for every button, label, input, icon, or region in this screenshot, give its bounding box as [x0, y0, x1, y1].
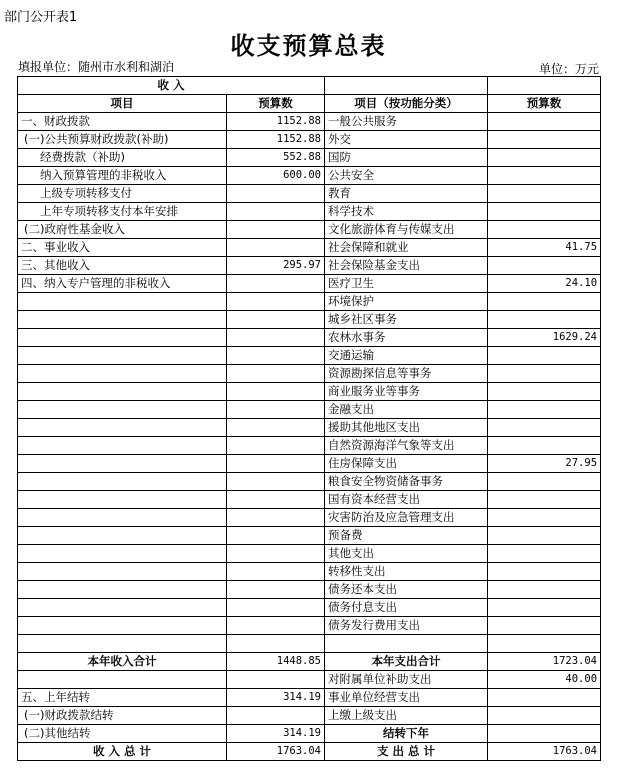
income-budget: [227, 347, 325, 365]
expense-budget: [488, 437, 601, 455]
table-row: [18, 311, 601, 329]
expense-budget: 40.00: [488, 671, 601, 689]
income-budget: [227, 635, 325, 653]
expense-item: 金融支出: [325, 401, 488, 419]
income-budget: [227, 527, 325, 545]
page-title: 收支预算总表: [230, 32, 387, 60]
header-row-columns: [18, 95, 601, 113]
document-label: 部门公开表1: [4, 10, 78, 25]
expense-item: 预备费: [325, 527, 488, 545]
expense-item: 城乡社区事务: [325, 311, 488, 329]
income-budget: [227, 203, 325, 221]
column-header-budget: 预算数: [227, 95, 325, 113]
table-row: [18, 545, 601, 563]
table-row: [18, 257, 601, 275]
totals-row: [18, 653, 601, 671]
income-item: (二)政府性基金收入: [18, 221, 227, 239]
expense-budget: [488, 203, 601, 221]
income-budget: [227, 563, 325, 581]
income-item: [18, 491, 227, 509]
expense-item: [325, 635, 488, 653]
table-row: [18, 419, 601, 437]
income-budget: [227, 311, 325, 329]
expense-item: 上缴上级支出: [325, 707, 488, 725]
income-item: 四、纳入专户管理的非税收入: [18, 275, 227, 293]
income-budget: [227, 365, 325, 383]
expense-item: 环境保护: [325, 293, 488, 311]
income-budget: [227, 275, 325, 293]
income-budget: 1152.88: [227, 131, 325, 149]
expense-budget: [488, 365, 601, 383]
table-row: [18, 203, 601, 221]
expense-item: 社会保险基金支出: [325, 257, 488, 275]
income-budget: [227, 455, 325, 473]
income-budget: 295.97: [227, 257, 325, 275]
income-item: [18, 563, 227, 581]
expense-grand-total-label: 支 出 总 计: [325, 743, 488, 761]
income-budget: [227, 599, 325, 617]
table-row: [18, 599, 601, 617]
column-header-item-function: 项目（按功能分类）: [325, 95, 488, 113]
table-row: [18, 689, 601, 707]
column-header-item: 项目: [18, 95, 227, 113]
header-blank-cell: [488, 77, 601, 95]
expense-item: 事业单位经营支出: [325, 689, 488, 707]
table-row: [18, 473, 601, 491]
expense-budget: [488, 401, 601, 419]
table-row: [18, 185, 601, 203]
expense-item: 粮食安全物资储备事务: [325, 473, 488, 491]
income-item: [18, 581, 227, 599]
income-item: [18, 509, 227, 527]
expense-budget: 24.10: [488, 275, 601, 293]
table-row: [18, 221, 601, 239]
income-budget: [227, 293, 325, 311]
expense-budget: [488, 257, 601, 275]
expense-budget: [488, 131, 601, 149]
income-grand-total-value: 1763.04: [227, 743, 325, 761]
income-item: 上级专项转移支付: [18, 185, 227, 203]
expense-item: 文化旅游体育与传媒支出: [325, 221, 488, 239]
table-row: [18, 149, 601, 167]
income-budget: [227, 707, 325, 725]
income-item: [18, 473, 227, 491]
table-row: [18, 527, 601, 545]
expense-budget: [488, 167, 601, 185]
income-item: [18, 383, 227, 401]
expense-item: 医疗卫生: [325, 275, 488, 293]
income-item: [18, 365, 227, 383]
income-item: [18, 599, 227, 617]
income-budget: [227, 185, 325, 203]
expense-budget: [488, 383, 601, 401]
expense-budget: [488, 635, 601, 653]
income-item: [18, 527, 227, 545]
income-item: [18, 437, 227, 455]
table-row: [18, 113, 601, 131]
expense-item: 商业服务业等事务: [325, 383, 488, 401]
currency-unit: 单位：万元: [538, 62, 599, 76]
income-item: 纳入预算管理的非税收入: [18, 167, 227, 185]
table-row: [18, 509, 601, 527]
income-item: 经费拨款（补助): [18, 149, 227, 167]
table-row: [18, 437, 601, 455]
table-row: [18, 563, 601, 581]
income-item: [18, 635, 227, 653]
expense-budget: [488, 581, 601, 599]
table-row: [18, 401, 601, 419]
expense-item: 交通运输: [325, 347, 488, 365]
income-budget: [227, 491, 325, 509]
income-budget: [227, 545, 325, 563]
expense-total-label: 本年支出合计: [325, 653, 488, 671]
income-item: [18, 401, 227, 419]
expense-budget: [488, 473, 601, 491]
table-row: [18, 581, 601, 599]
income-item: [18, 455, 227, 473]
expense-grand-total-value: 1763.04: [488, 743, 601, 761]
reporting-unit: 填报单位：随州市水利和湖泊: [18, 60, 175, 74]
expense-item: 转移性支出: [325, 563, 488, 581]
income-total-label: 本年收入合计: [18, 653, 227, 671]
expense-item: 结转下年: [325, 725, 488, 743]
income-budget: [227, 509, 325, 527]
income-budget: [227, 383, 325, 401]
table-row: [18, 329, 601, 347]
expense-budget: [488, 545, 601, 563]
expense-item: 对附属单位补助支出: [325, 671, 488, 689]
column-header-budget-expense: 预算数: [488, 95, 601, 113]
income-item: [18, 671, 227, 689]
income-item: [18, 329, 227, 347]
header-row-income: [18, 77, 601, 95]
expense-item: 公共安全: [325, 167, 488, 185]
income-budget: [227, 329, 325, 347]
expense-item: 科学技术: [325, 203, 488, 221]
expense-item: 其他支出: [325, 545, 488, 563]
table-row: [18, 365, 601, 383]
income-item: (一)财政拨款结转: [18, 707, 227, 725]
expense-budget: [488, 419, 601, 437]
expense-item: 一般公共服务: [325, 113, 488, 131]
expense-item: 灾害防治及应急管理支出: [325, 509, 488, 527]
expense-item: 住房保障支出: [325, 455, 488, 473]
income-budget: 314.19: [227, 725, 325, 743]
table-row: [18, 131, 601, 149]
income-budget: 600.00: [227, 167, 325, 185]
expense-budget: [488, 149, 601, 167]
expense-budget: [488, 509, 601, 527]
expense-budget: [488, 347, 601, 365]
income-item: (二)其他结转: [18, 725, 227, 743]
expense-budget: [488, 725, 601, 743]
expense-item: 农林水事务: [325, 329, 488, 347]
expense-item: 资源勘探信息等事务: [325, 365, 488, 383]
table-row: [18, 347, 601, 365]
expense-item: 自然资源海洋气象等支出: [325, 437, 488, 455]
expense-budget: [488, 311, 601, 329]
expense-budget: [488, 599, 601, 617]
table-row: [18, 707, 601, 725]
expense-item: 债务付息支出: [325, 599, 488, 617]
income-budget: [227, 221, 325, 239]
expense-item: 援助其他地区支出: [325, 419, 488, 437]
income-item: [18, 347, 227, 365]
table-row: [18, 491, 601, 509]
table-row: [18, 167, 601, 185]
table-row: [18, 635, 601, 653]
income-item: [18, 419, 227, 437]
expense-item: 外交: [325, 131, 488, 149]
table-row: [18, 455, 601, 473]
income-item: [18, 617, 227, 635]
expense-budget: 27.95: [488, 455, 601, 473]
expense-budget: [488, 617, 601, 635]
income-budget: [227, 671, 325, 689]
expense-item: 社会保障和就业: [325, 239, 488, 257]
income-item: [18, 545, 227, 563]
table-row: [18, 671, 601, 689]
expense-budget: [488, 563, 601, 581]
income-header: 收 入: [18, 77, 325, 95]
income-budget: [227, 473, 325, 491]
table-row: [18, 275, 601, 293]
table-row: [18, 239, 601, 257]
income-budget: [227, 581, 325, 599]
expense-total-value: 1723.04: [488, 653, 601, 671]
expense-budget: [488, 707, 601, 725]
income-budget: 552.88: [227, 149, 325, 167]
expense-item: 国防: [325, 149, 488, 167]
income-budget: [227, 401, 325, 419]
header-blank-cell: [325, 77, 488, 95]
income-item: [18, 293, 227, 311]
expense-budget: 1629.24: [488, 329, 601, 347]
table-row: [18, 725, 601, 743]
table-row: [18, 617, 601, 635]
table-row: [18, 383, 601, 401]
expense-item: 债务还本支出: [325, 581, 488, 599]
income-item: 上年专项转移支付本年安排: [18, 203, 227, 221]
income-budget: [227, 617, 325, 635]
income-budget: [227, 437, 325, 455]
expense-item: 债务发行费用支出: [325, 617, 488, 635]
expense-budget: [488, 113, 601, 131]
expense-budget: [488, 221, 601, 239]
income-total-value: 1448.85: [227, 653, 325, 671]
expense-item: 国有资本经营支出: [325, 491, 488, 509]
expense-budget: 41.75: [488, 239, 601, 257]
expense-budget: [488, 491, 601, 509]
budget-table: [17, 76, 601, 761]
table-row: [18, 293, 601, 311]
expense-budget: [488, 689, 601, 707]
income-item: 一、财政拨款: [18, 113, 227, 131]
income-budget: 314.19: [227, 689, 325, 707]
expense-budget: [488, 185, 601, 203]
income-item: [18, 311, 227, 329]
income-budget: [227, 419, 325, 437]
income-budget: 1152.88: [227, 113, 325, 131]
income-grand-total-label: 收 入 总 计: [18, 743, 227, 761]
income-item: 五、上年结转: [18, 689, 227, 707]
income-item: 二、事业收入: [18, 239, 227, 257]
income-item: (一)公共预算财政拨款(补助): [18, 131, 227, 149]
expense-budget: [488, 293, 601, 311]
expense-budget: [488, 527, 601, 545]
income-budget: [227, 239, 325, 257]
income-item: 三、其他收入: [18, 257, 227, 275]
expense-item: 教育: [325, 185, 488, 203]
grand-total-row: [18, 743, 601, 761]
